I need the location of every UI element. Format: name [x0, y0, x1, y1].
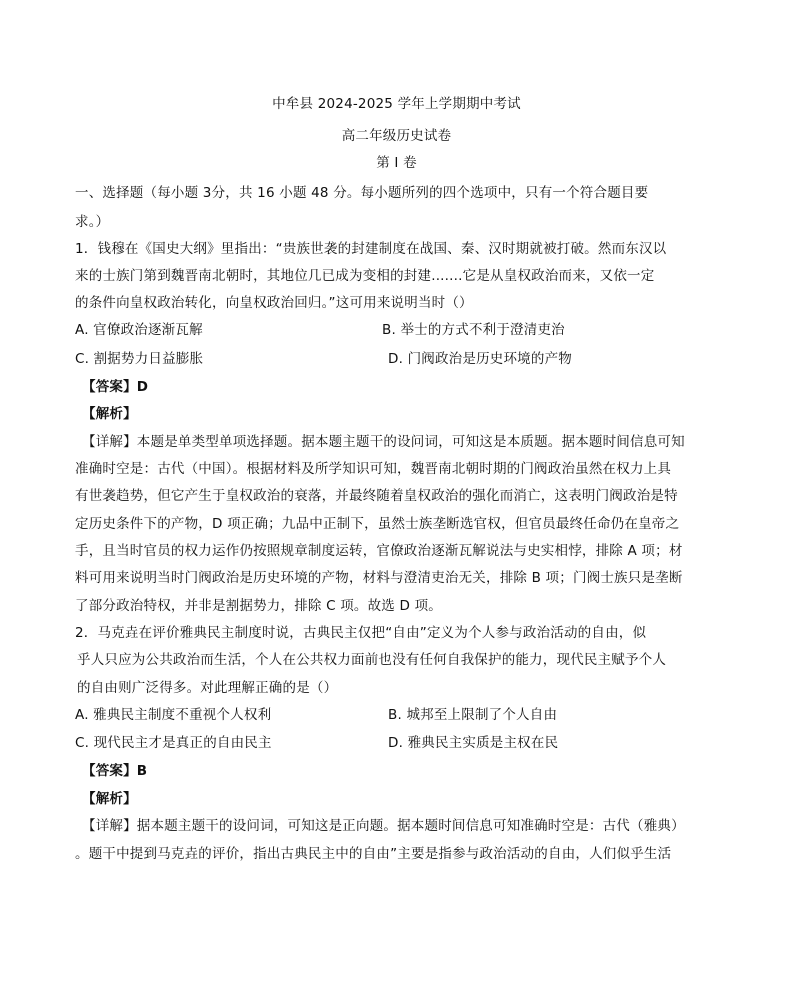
q1-detail-line7: 了部分政治特权，并非是割据势力，排除 C 项。故选 D 项。	[75, 598, 442, 614]
section-instruction-line1: 一、选择题（每小题 3分，共 16 小题 48 分。每小题所列的四个选项中，只有一个符合题目要	[75, 185, 649, 201]
q2-detail-line2: 。题干中提到马克垚的评价，指出古典民主中的自由”主要是指参与政治活动的自由，人们似乎生活	[75, 846, 672, 862]
q1-stem-line3: 的条件向皇权政治转化，向皇权政治回归。”这可用来说明当时（）	[75, 295, 473, 311]
exam-subject: 高二年级历史试卷	[341, 128, 452, 144]
q2-option-a: A. 雅典民主制度不重视个人权利	[75, 707, 272, 723]
q1-detail-line6: 料可用来说明当时门阀政治是历史环境的产物，材料与澄清吏治无关，排除 B 项；门阀士族只是垄断	[75, 570, 683, 586]
q1-detail-line4: 定历史条件下的产物，D 项正确；九品中正制下，虽然士族垄断选官权，但官员最终任命仍在皇帝之	[75, 516, 680, 532]
q1-stem-line2: 来的士族门第到魏晋南北朝时，其地位几已成为变相的封建.......它是从皇权政治而来，又依一定	[75, 268, 655, 284]
q1-option-c: C. 割据势力日益膨胀	[75, 351, 204, 367]
q1-answer: 【答案】D	[82, 379, 149, 395]
exam-volume: 第 I 卷	[376, 155, 417, 171]
q1-option-a: A. 官僚政治逐渐瓦解	[75, 322, 203, 338]
section-instruction-line2: 求。）	[75, 214, 110, 230]
q2-answer: 【答案】B	[82, 763, 148, 779]
q2-stem-line1: 2．马克垚在评价雅典民主制度时说，古典民主仅把“自由”定义为个人参与政治活动的自由，似	[75, 625, 647, 641]
exam-title: 中牟县 2024-2025 学年上学期期中考试	[272, 96, 521, 112]
q1-stem-line1: 1．钱穆在《国史大纲》里指出：“贵族世袭的封建制度在战国、秦、汉时期就被打破。然而东汉以	[75, 241, 667, 257]
q2-option-d: D. 雅典民主实质是主权在民	[388, 735, 559, 751]
q2-analysis-label: 【解析】	[82, 791, 137, 807]
q2-stem-line3: 的自由则广泛得多。对此理解正确的是（）	[77, 680, 338, 696]
q1-detail-line5: 手，且当时官员的权力运作仍按照规章制度运转，官僚政治逐渐瓦解说法与史实相悖，排除 A 项；材	[75, 543, 683, 559]
q1-analysis-label: 【解析】	[82, 406, 137, 422]
q1-detail-line2: 准确时空是：古代（中国）。根据材料及所学知识可知，魏晋南北朝时期的门阀政治虽然在权力上具	[75, 461, 672, 477]
q1-option-b: B. 举士的方式不利于澄清吏治	[382, 322, 565, 338]
q1-option-d: D. 门阀政治是历史环境的产物	[388, 351, 572, 367]
q2-stem-line2: 乎人只应为公共政治而生活，个人在公共权力面前也没有任何自我保护的能力，现代民主赋予个人	[77, 652, 667, 668]
q1-detail-line1: 【详解】本题是单类型单项选择题。据本题主题干的设问词，可知这是本质题。据本题时间信息可知	[82, 434, 685, 450]
q2-option-c: C. 现代民主才是真正的自由民主	[75, 735, 272, 751]
q2-option-b: B. 城邦至上限制了个人自由	[388, 707, 558, 723]
q2-detail-line1: 【详解】据本题主题干的设问词，可知这是正向题。据本题时间信息可知准确时空是：古代（雅典）	[82, 818, 685, 834]
q1-detail-line3: 有世袭趋势，但它产生于皇权政治的衰落，并最终随着皇权政治的强化而消亡，这表明门阀政治是特	[75, 488, 678, 504]
